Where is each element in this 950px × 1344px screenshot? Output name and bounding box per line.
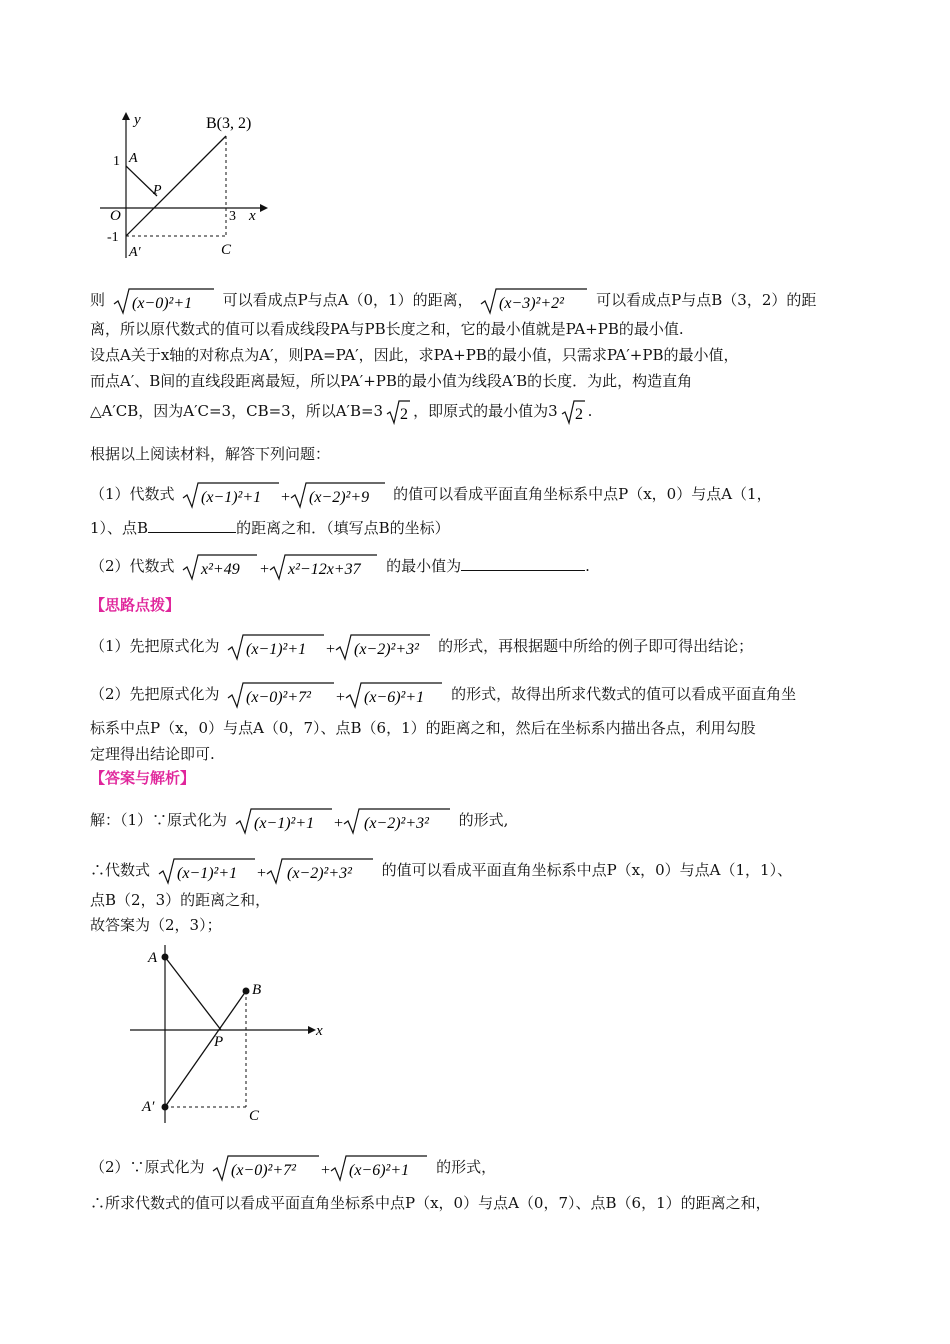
answer-blank-1[interactable]	[148, 518, 236, 533]
para-line-1: 则 (x−0)²+1 可以看成点P与点A（0，1）的距离， (x−3)²+2² 可以看成点P与点B（3，2）的距	[90, 286, 816, 316]
sqrt-expression-hint2	[226, 680, 444, 710]
fig2-point-a	[162, 954, 169, 961]
hint-line-4: 定理得出结论即可.	[90, 745, 215, 763]
fig2-label-b: B	[252, 982, 262, 998]
heading-hint: 【思路点拨】	[90, 596, 181, 614]
answer-line-1: 解：（1）∵原式化为 (x−1)²+1 + (x−2)²+3² 的形式,	[90, 806, 508, 836]
sqrt-expression-q1	[181, 480, 386, 510]
svg-text:(x−2)²+3²: (x−2)²+3²	[363, 815, 429, 832]
svg-text:(x−6)²+1: (x−6)²+1	[349, 1162, 410, 1179]
svg-text:(x−1)²+1: (x−1)²+1	[253, 815, 314, 832]
fig1-label-y: y	[134, 112, 141, 128]
fig2-x-arrow-icon	[308, 1026, 316, 1034]
fig1-label-neg1: -1	[107, 230, 119, 245]
svg-text:(x−0)²+1: (x−0)²+1	[131, 295, 192, 312]
heading-answer: 【答案与解析】	[90, 769, 196, 787]
para-line-2: 离，所以原代数式的值可以看成线段PA与PB长度之和，它的最小值就是PA+PB的最小值.	[90, 320, 684, 338]
question-2: （2）代数式 x²+49 + x²−12x+37 的最小值为 .	[90, 552, 590, 582]
fig2-label-x: x	[316, 1023, 323, 1039]
fig1-label-p: P	[153, 183, 162, 198]
fig1-label-c: C	[221, 242, 232, 258]
hint-line-3: 标系中点P（x，0）与点A（0，7）、点B（6，1）的距离之和，然后在坐标系内描出各点，利用勾股	[90, 719, 756, 737]
para-line-5: △A′CB，因为A′C=3，CB=3，所以A′B=3 2 ，即原式的最小值为3 2 .	[90, 398, 592, 426]
question-1-line-2: 1）、点B 的距离之和．（填写点B的坐标）	[90, 519, 450, 537]
question-1-line-1: （1）代数式 (x−1)²+1 + (x−2)²+9 的值可以看成平面直角坐标系中点P（x，0）与点A（1，	[90, 480, 772, 510]
svg-text:+: +	[260, 561, 270, 578]
svg-text:(x−3)²+2²: (x−3)²+2²	[499, 295, 565, 312]
svg-text:x²+49: x²+49	[201, 561, 241, 578]
fig1-label-3: 3	[229, 209, 236, 224]
para-line-3: 设点A关于x轴的对称点为A′，则PA=PA′，因此，求PA+PB的最小值，只需求PA′+PB的最小值，	[90, 346, 739, 364]
svg-text:(x−6)²+1: (x−6)²+1	[364, 689, 425, 706]
svg-text:(x−0)²+7²: (x−0)²+7²	[246, 689, 312, 706]
figure-1-coordinate-graph	[95, 108, 275, 260]
sqrt-expression-ans3	[211, 1153, 429, 1183]
sqrt-expression-ans1	[234, 806, 452, 836]
sqrt-expression-2	[479, 286, 589, 316]
sqrt-expression-q2	[181, 552, 379, 582]
svg-text:+: +	[256, 865, 266, 882]
svg-text:+: +	[333, 815, 343, 832]
answer-line-2: ∴代数式 (x−1)²+1 + (x−2)²+3² 的值可以看成平面直角坐标系中点P（x，0）与点A（1，1）、	[90, 856, 792, 886]
para-line-4: 而点A′、B间的直线段距离最短，所以PA′+PB的最小值为线段A′B的长度．为此，构造直角	[90, 372, 693, 390]
svg-text:+: +	[321, 1162, 331, 1179]
answer-line-4: 故答案为（2，3）；	[90, 916, 222, 934]
fig1-label-o: O	[110, 208, 121, 224]
answer-line-3: 点B（2，3）的距离之和，	[90, 891, 271, 909]
svg-text:(x−2)²+3²: (x−2)²+3²	[354, 641, 420, 658]
hint-line-2: （2）先把原式化为 (x−0)²+7² + (x−6)²+1 的形式，故得出所求代数式的值可以看成平面直角坐	[90, 680, 796, 710]
answer-line-6: ∴所求代数式的值可以看成平面直角坐标系中点P（x，0）与点A（0，7）、点B（6，1）的距离之和，	[90, 1194, 771, 1212]
sqrt-2-b	[560, 398, 586, 426]
fig2-label-c: C	[249, 1108, 260, 1124]
svg-text:(x−0)²+7²: (x−0)²+7²	[231, 1162, 297, 1179]
answer-line-5: （2）∵原式化为 (x−0)²+7² + (x−6)²+1 的形式，	[90, 1153, 496, 1183]
sqrt-expression-1	[112, 286, 216, 316]
fig2-label-aprime: A′	[142, 1099, 155, 1115]
fig1-y-arrow-icon	[122, 112, 130, 120]
svg-text:(x−1)²+1: (x−1)²+1	[246, 641, 307, 658]
svg-text:+: +	[281, 489, 291, 506]
fig1-label-b: B(3, 2)	[206, 115, 252, 132]
sqrt-expression-hint1	[226, 632, 431, 662]
svg-text:+: +	[326, 641, 336, 658]
svg-text:+: +	[336, 689, 346, 706]
fig1-segment-apb	[126, 136, 226, 236]
fig1-label-a: A	[129, 151, 138, 166]
svg-text:(x−2)²+3²: (x−2)²+3²	[286, 865, 352, 882]
svg-text:x²−12x+37: x²−12x+37	[288, 561, 361, 578]
svg-text:2: 2	[574, 406, 583, 423]
fig1-x-arrow-icon	[260, 204, 268, 212]
fig1-label-1: 1	[113, 154, 120, 169]
answer-blank-2[interactable]	[461, 556, 585, 571]
fig1-label-aprime: A′	[129, 245, 141, 260]
fig2-label-a: A	[148, 950, 158, 966]
sqrt-2-a	[385, 398, 411, 426]
figure-2-coordinate-graph	[128, 945, 338, 1125]
svg-text:(x−1)²+1: (x−1)²+1	[176, 865, 237, 882]
svg-text:(x−2)²+9: (x−2)²+9	[309, 489, 370, 506]
fig2-segment-apb	[165, 991, 246, 1107]
svg-text:(x−1)²+1: (x−1)²+1	[201, 489, 262, 506]
para-line-6: 根据以上阅读材料，解答下列问题：	[90, 445, 331, 463]
fig2-segment-ap	[165, 957, 221, 1030]
hint-line-1: （1）先把原式化为 (x−1)²+1 + (x−2)²+3² 的形式，再根据题中所给的例子即可得出结论；	[90, 632, 753, 662]
svg-text:2: 2	[400, 406, 409, 423]
fig2-point-b	[243, 988, 250, 995]
fig1-label-x: x	[249, 208, 256, 224]
fig2-point-aprime	[162, 1104, 169, 1111]
fig2-label-p: P	[214, 1034, 224, 1050]
sqrt-expression-ans2	[157, 856, 375, 886]
